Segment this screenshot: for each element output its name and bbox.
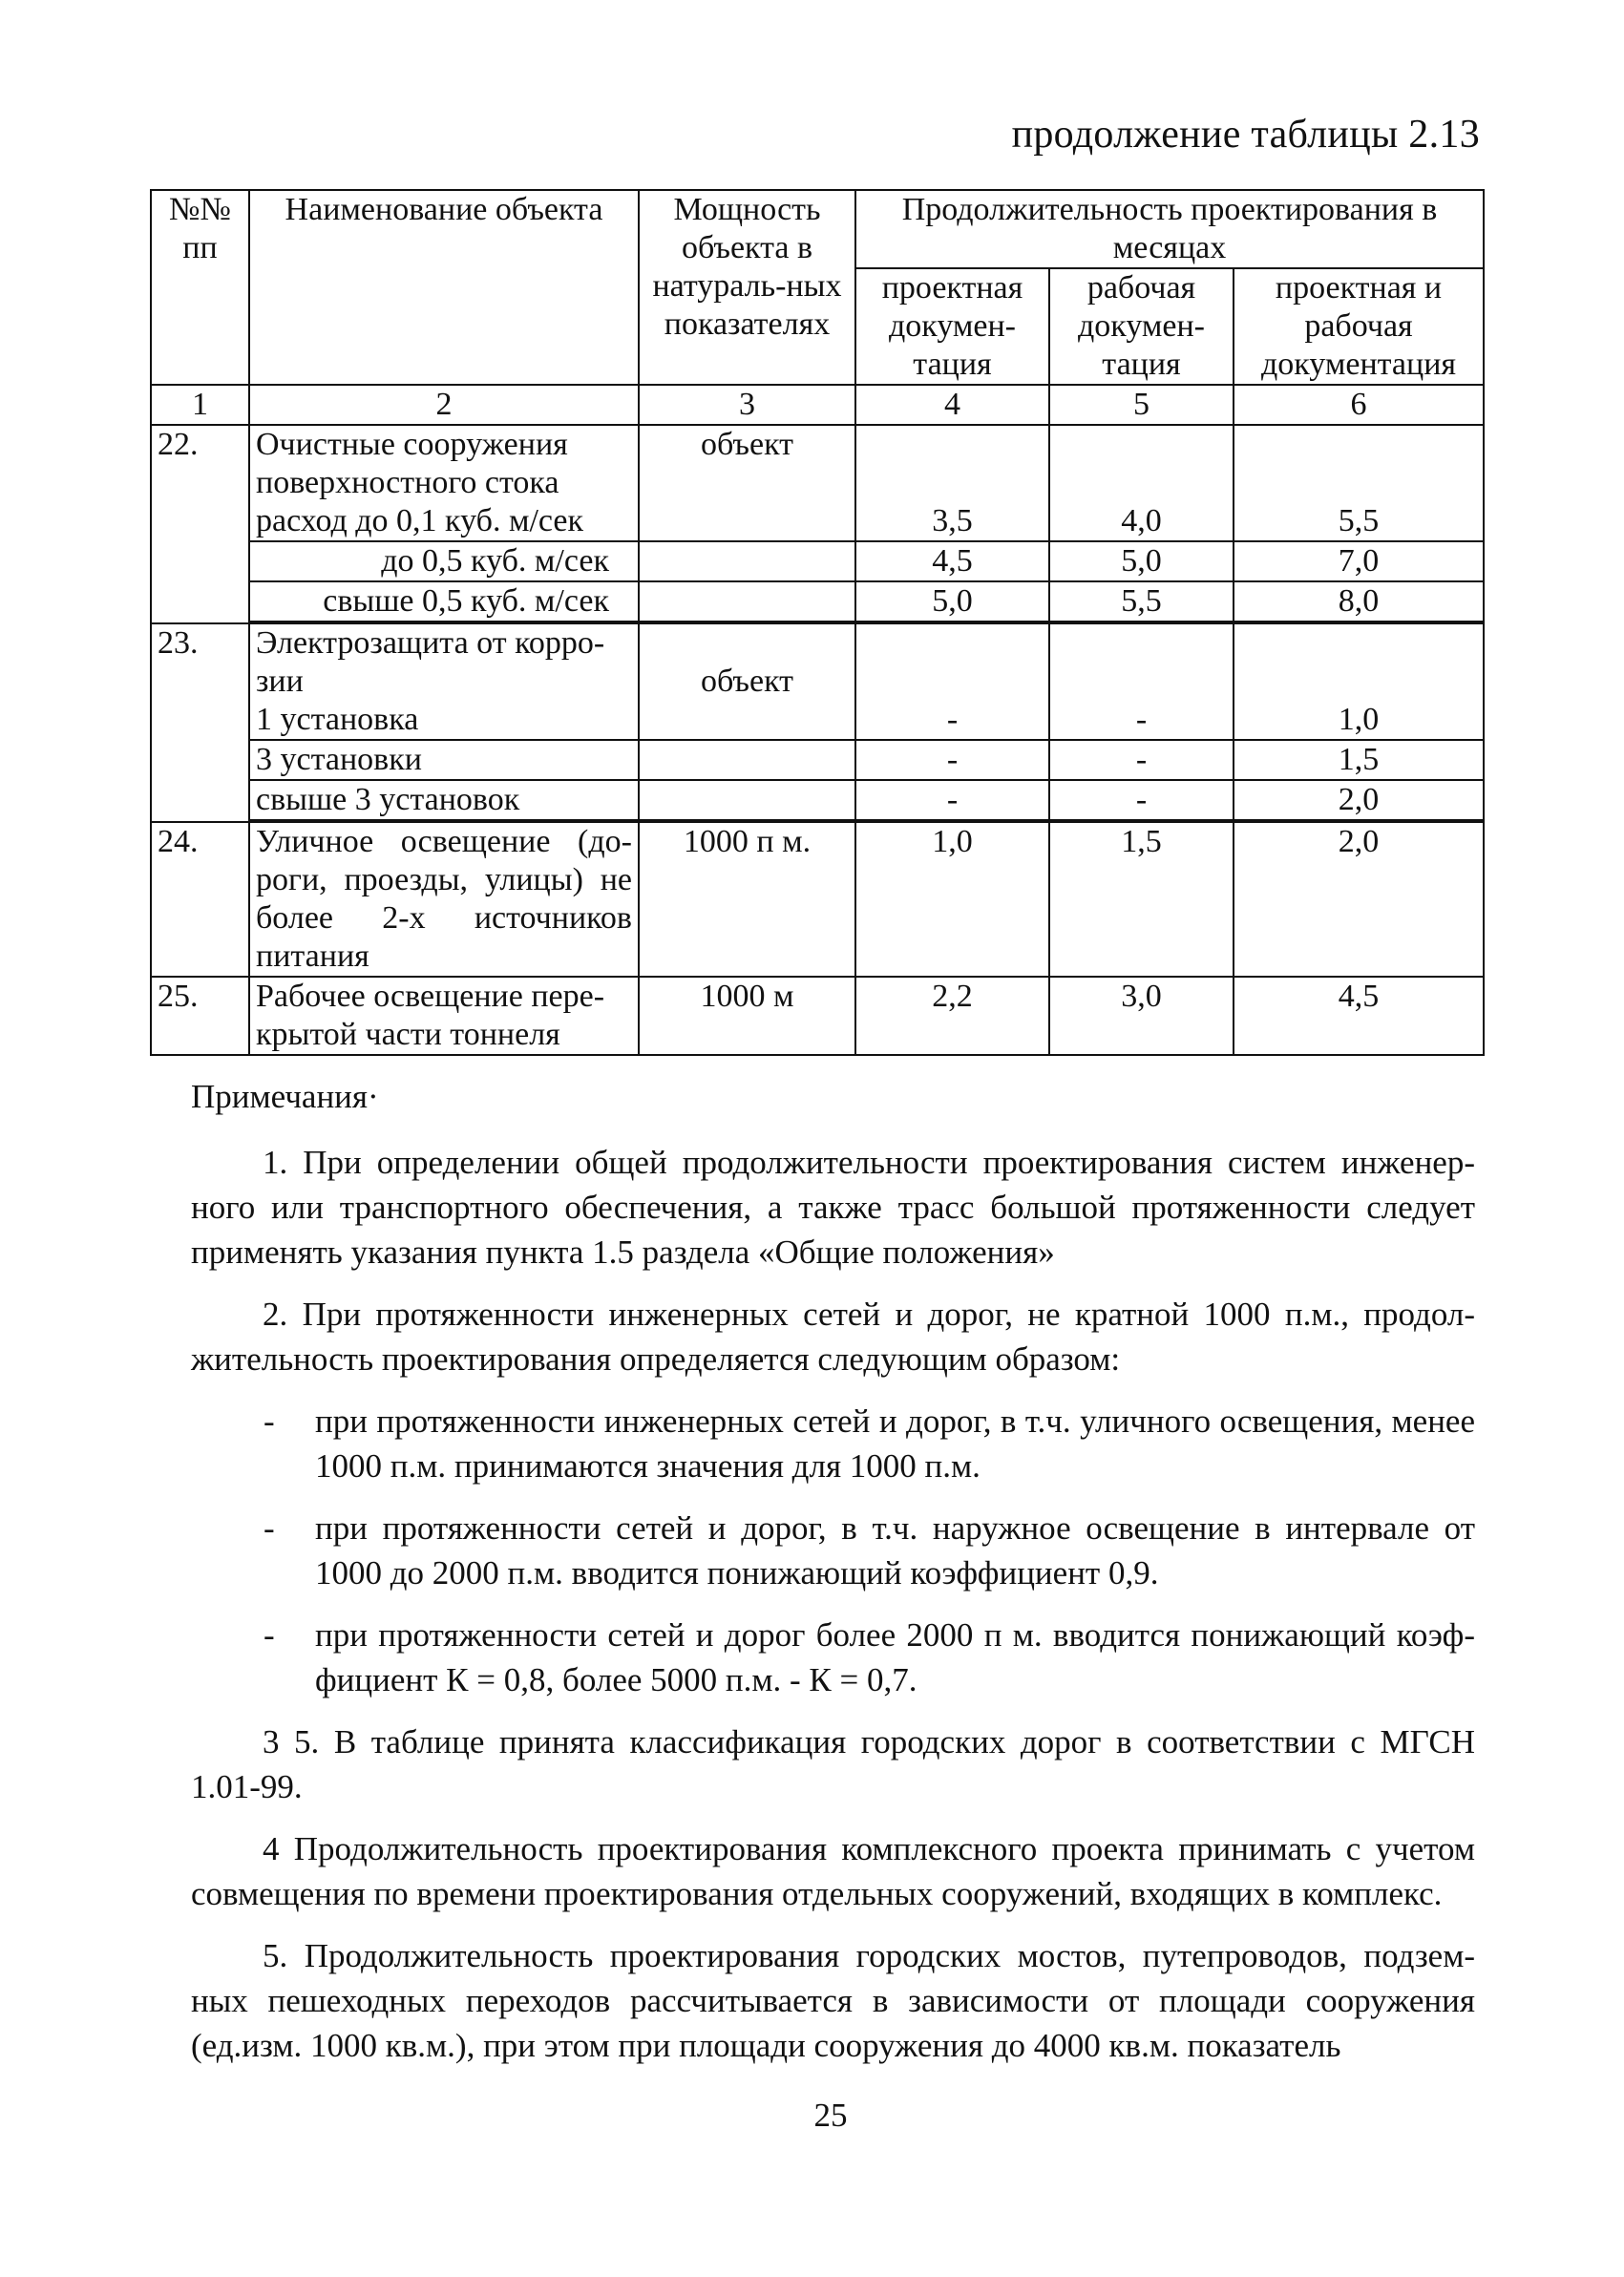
notes-title: Примечания· xyxy=(191,1078,379,1115)
project-docs-value: 5,0 xyxy=(855,581,1049,622)
dash-item-text: при протяженности сетей и дорог более 2000 п м. вводится понижающий коэф-фициент К = 0,8, более 5000 п.м. - К = 0,7. xyxy=(315,1616,1475,1698)
header-project-docs: проектная докумен-тация xyxy=(855,268,1049,385)
page-number: 25 xyxy=(813,2097,848,2134)
working-docs-value: 5,5 xyxy=(1049,581,1234,622)
header-object-capacity: Мощность объекта в натураль-ных показателях xyxy=(639,190,855,385)
project-docs-value: 4,5 xyxy=(855,541,1049,581)
table-row xyxy=(151,780,1484,820)
dash-marker: - xyxy=(264,1616,275,1654)
design-duration-table xyxy=(150,189,1485,1056)
note-paragraph: 2. При протяженности инженерных сетей и дорог, не кратной 1000 п.м., продол-жительность проектирования определяется следующим образом: xyxy=(191,1296,1475,1378)
header-working-docs: рабочая докумен-тация xyxy=(1049,268,1234,385)
object-subitem: свыше 3 установок xyxy=(249,780,639,820)
object-capacity xyxy=(639,581,855,622)
object-name: Рабочее освещение пере-крытой части тоннеля xyxy=(249,977,639,1055)
dash-item-text: при протяженности сетей и дорог, в т.ч. наружное освещение в интервале от 1000 до 2000 п.м. вводится понижающий коэффициент 0,9. xyxy=(315,1509,1475,1592)
project-docs-value: 3,5 xyxy=(855,425,1049,541)
combined-docs-value: 1,0 xyxy=(1234,623,1484,740)
combined-docs-value: 7,0 xyxy=(1234,541,1484,581)
object-name: Электрозащита от корро-зии 1 установка xyxy=(249,623,639,740)
dash-marker: - xyxy=(264,1402,275,1440)
table-row xyxy=(151,623,1484,740)
note-paragraph: 3 5. В таблице принята классификация городских дорог в соответствии с МГСН 1.01-99. xyxy=(191,1723,1475,1805)
combined-docs-value: 8,0 xyxy=(1234,581,1484,622)
table-row xyxy=(151,425,1484,541)
object-name: Очистные сооружения поверхностного стока расход до 0,1 куб. м/сек xyxy=(249,425,639,541)
project-docs-value: - xyxy=(855,623,1049,740)
row-number: 22. xyxy=(151,425,249,623)
table-caption: продолжение таблицы 2.13 xyxy=(1011,113,1480,157)
note-dash-item xyxy=(191,1399,1475,1488)
row-number: 23. xyxy=(151,623,249,822)
table-row xyxy=(151,977,1484,1055)
working-docs-value: - xyxy=(1049,623,1234,740)
row-number: 25. xyxy=(151,977,249,1055)
project-docs-value: 1,0 xyxy=(855,822,1049,977)
working-docs-value: - xyxy=(1049,740,1234,780)
note-paragraph: 5. Продолжительность проектирования городских мостов, путепроводов, подзем-ных пешеходных переходов рассчитывается в зависимости от площади сооружения (ед.изм. 1000 кв.м.), при этом при площади сооружения до 4000 кв.м. показатель xyxy=(191,1937,1475,2064)
combined-docs-value: 5,5 xyxy=(1234,425,1484,541)
combined-docs-value: 2,0 xyxy=(1234,780,1484,820)
object-capacity xyxy=(639,780,855,820)
object-capacity: 1000 м xyxy=(639,977,855,1055)
working-docs-value: 5,0 xyxy=(1049,541,1234,581)
table-row xyxy=(151,541,1484,581)
object-subitem: до 0,5 куб. м/сек xyxy=(249,541,639,581)
note-dash-item xyxy=(191,1506,1475,1595)
dash-marker: - xyxy=(264,1509,275,1547)
dash-item-text: при протяженности инженерных сетей и дорог, в т.ч. уличного освещения, менее 1000 п.м. принимаются значения для 1000 п.м. xyxy=(315,1402,1475,1485)
column-number: 4 xyxy=(855,385,1049,425)
header-project-and-working-docs: проектная и рабочая документация xyxy=(1234,268,1484,385)
working-docs-value: 3,0 xyxy=(1049,977,1234,1055)
table-row xyxy=(151,822,1484,977)
notes-section xyxy=(191,1074,1475,2085)
combined-docs-value: 4,5 xyxy=(1234,977,1484,1055)
object-subitem: свыше 0,5 куб. м/сек xyxy=(249,581,639,622)
header-number: №№ пп xyxy=(151,190,249,385)
table-row xyxy=(151,581,1484,622)
column-number: 6 xyxy=(1234,385,1484,425)
working-docs-value: 1,5 xyxy=(1049,822,1234,977)
note-paragraph: 1. При определении общей продолжительности проектирования систем инженер-ного или транспортного обеспечения, а также трасс большой протяженности следует применять указания пункта 1.5 раздела «Общие положения» xyxy=(191,1144,1475,1271)
column-number-row xyxy=(151,385,1484,425)
header-design-duration: Продолжительность проектирования в месяцах xyxy=(855,190,1484,268)
project-docs-value: - xyxy=(855,740,1049,780)
combined-docs-value: 1,5 xyxy=(1234,740,1484,780)
object-capacity xyxy=(639,740,855,780)
combined-docs-value: 2,0 xyxy=(1234,822,1484,977)
table-row xyxy=(151,740,1484,780)
note-paragraph: 4 Продолжительность проектирования комплексного проекта принимать с учетом совмещения по времени проектирования отдельных сооружений, входящих в комплекс. xyxy=(191,1830,1475,1912)
object-subitem: 3 установки xyxy=(249,740,639,780)
object-capacity: объект xyxy=(639,623,855,740)
column-number: 1 xyxy=(151,385,249,425)
note-dash-item xyxy=(191,1613,1475,1702)
object-name: Уличное освещение (до-роги, проезды, улицы) не более 2-х источников питания xyxy=(249,822,639,977)
column-number: 5 xyxy=(1049,385,1234,425)
object-capacity xyxy=(639,541,855,581)
column-number: 2 xyxy=(249,385,639,425)
working-docs-value: - xyxy=(1049,780,1234,820)
header-object-name: Наименование объекта xyxy=(249,190,639,385)
working-docs-value: 4,0 xyxy=(1049,425,1234,541)
object-capacity: объект xyxy=(639,425,855,541)
column-number: 3 xyxy=(639,385,855,425)
object-capacity: 1000 п м. xyxy=(639,822,855,977)
row-number: 24. xyxy=(151,822,249,977)
project-docs-value: 2,2 xyxy=(855,977,1049,1055)
project-docs-value: - xyxy=(855,780,1049,820)
